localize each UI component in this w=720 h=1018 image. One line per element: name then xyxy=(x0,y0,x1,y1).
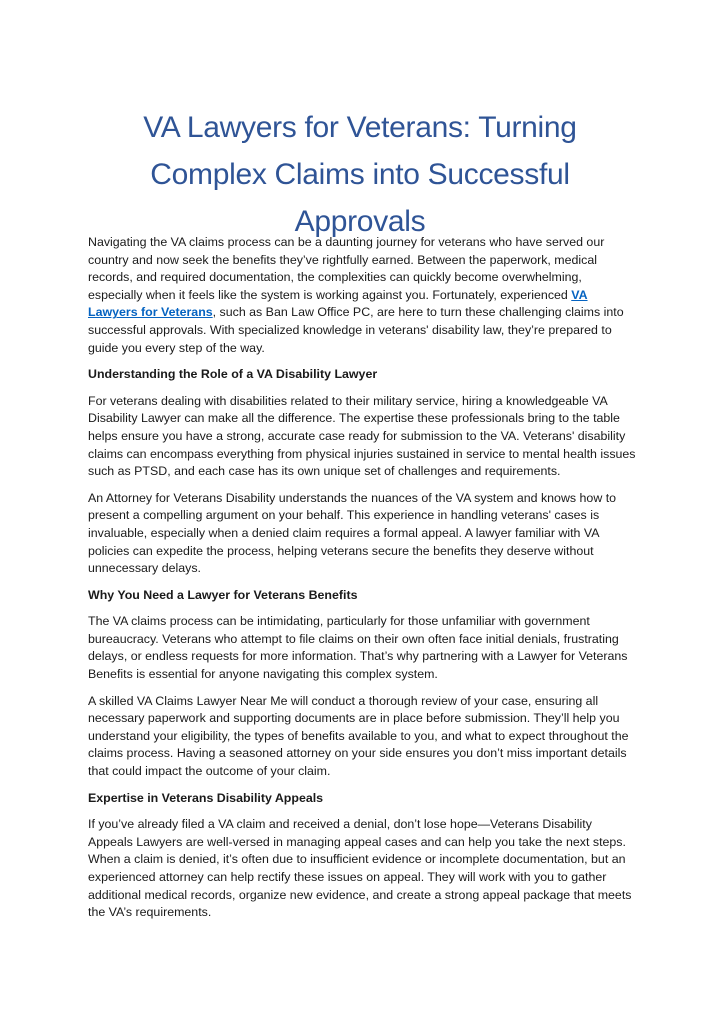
paragraph: An Attorney for Veterans Disability understands the nuances of the VA system and knows how to present a compelling argument on your behalf. This experience in handling veterans' cases is invaluable, especially when a denied claim requires a formal appeal. A lawyer familiar with VA policies can expedite the process, helping veterans secure the benefits they deserve without unnecessary delays. xyxy=(88,490,617,576)
paragraph: If you’ve already filed a VA claim and received a denial, don’t lose hope—Veterans Disability Appeals Lawyers are well-versed in managing appeal cases and can help you take the next steps. When a claim is denied, it’s often due to insufficient evidence or incomplete documentation, but an experienced attorney can help rectify these issues on appeal. They will work with you to gather additional medical records, organize new evidence, and create a strong appeal package that meets the VA’s requirements. xyxy=(88,817,632,920)
intro-text-end: , such as Ban Law Office PC, are here to turn these challenging claims into successful approvals. With specialized knowledge in veterans' disability law, they’re prepared to guide you every step of the way. xyxy=(88,305,624,355)
section-heading-why: Why You Need a Lawyer for Veterans Benefits xyxy=(88,587,358,602)
page-title: VA Lawyers for Veterans: Turning Complex Claims into Successful Approvals xyxy=(143,111,577,238)
section-heading-role: Understanding the Role of a VA Disability Lawyer xyxy=(88,367,378,382)
section-heading-appeals: Expertise in Veterans Disability Appeals xyxy=(88,790,324,805)
article-body xyxy=(88,234,636,931)
intro-paragraph xyxy=(88,234,636,357)
paragraph: A skilled VA Claims Lawyer Near Me will conduct a thorough review of your case, ensuring all necessary paperwork and supporting documents are in place before submission. They’ll help you understand your eligibility, the types of benefits available to you, and what to expect throughout the claims process. Having a seasoned attorney on your side ensures you don’t miss important details that could impact the outcome of your claim. xyxy=(88,693,629,779)
intro-text-start: Navigating the VA claims process can be a daunting journey for veterans who have served our country and now seek the benefits they’ve rightfully earned. Between the paperwork, medical records, and required documentation, the complexities can quickly become overwhelming, especially when it feels like the system is working against you. Fortunately, experienced xyxy=(88,235,605,302)
va-lawyers-link[interactable]: VA Lawyers for Veterans xyxy=(88,287,588,320)
paragraph: The VA claims process can be intimidating, particularly for those unfamiliar with government bureaucracy. Veterans who attempt to file claims on their own often face initial denials, frustrating delays, or endless requests for more information. That’s why partnering with a Lawyer for Veterans Benefits is essential for anyone navigating this complex system. xyxy=(88,614,628,682)
paragraph: For veterans dealing with disabilities related to their military service, hiring a knowledgeable VA Disability Lawyer can make all the difference. The expertise these professionals bring to the table helps ensure you have a strong, accurate case ready for submission to the VA. Veterans' disability claims can encompass everything from physical injuries sustained in service to mental health issues such as PTSD, and each case has its own unique set of challenges and requirements. xyxy=(88,393,636,479)
